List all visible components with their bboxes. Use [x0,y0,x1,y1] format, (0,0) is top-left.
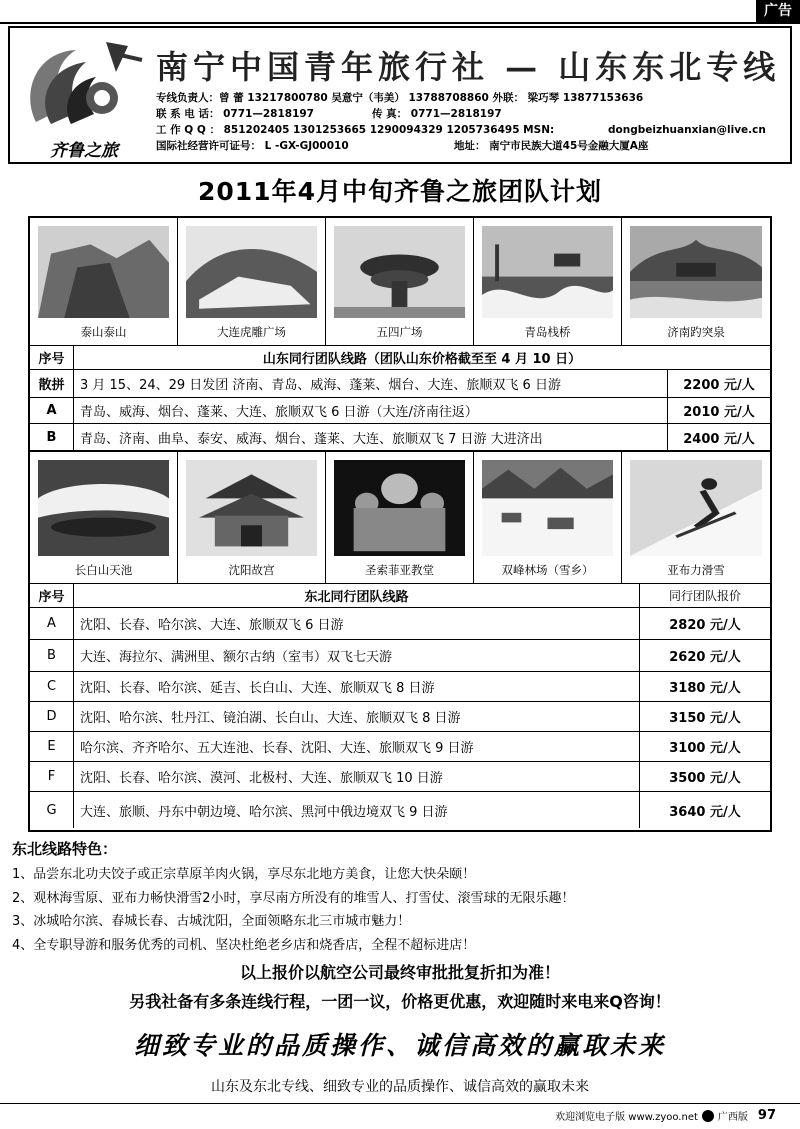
contact-msn: dongbeizhuanxian@live.cn [608,124,766,136]
route-price: 3640 元/人 [669,804,741,820]
contact-phone: 联 系 电 话： 0771—2818197 [156,108,314,120]
contact-address: 地址： 南宁市民族大道45号金融大厦A座 [454,140,649,152]
photo-sophia-church [326,452,474,584]
route-code: B [30,640,74,671]
photo-caption: 五四广场 [376,325,423,339]
photo-shenyang-palace [178,452,326,584]
route-code: G [30,792,74,828]
photo-wusi-square [326,218,474,346]
route-code: A [30,398,74,423]
photo-caption: 青岛栈桥 [524,325,571,339]
route-description: 沈阳、长春、哈尔滨、漠河、北极村、大连、旅顺双飞 10 日游 [74,762,640,791]
agency-header [8,26,792,164]
table-row [30,640,770,672]
agency-title: 南宁中国青年旅行社 — 山东东北专线 [156,48,781,86]
route-price: 2200 元/人 [683,378,755,393]
photo-caption: 济南趵突泉 [667,325,725,339]
route-price: 3180 元/人 [669,681,741,696]
route-code: C [30,672,74,701]
photo-caption: 大连虎雕广场 [217,325,286,339]
route-price: 3150 元/人 [669,711,741,726]
license-number: 国际社经营许可证号： L -GX-GJ00010 [156,140,349,152]
contact-persons: 专线负责人：曾 蕾 13217800780 吴意宁（韦美） 13788708860 外联： 梁巧琴 13877153636 [156,92,644,104]
logo-swirl-icon [16,32,146,132]
route-price: 3100 元/人 [669,741,741,756]
route-code: F [30,762,74,791]
route-price: 2010 元/人 [683,405,755,420]
contact-qq: 工 作 Q Q ： 851202405 1301253665 1290094329 1205736495 MSN: [156,124,555,136]
route-description: 大连、海拉尔、满洲里、额尔古纳（室韦）双飞七天游 [74,640,640,671]
photo-tianchi [30,452,178,584]
table-row [30,398,770,424]
dongbei-section [28,452,772,832]
route-code: 散拼 [30,370,74,397]
photo-dalian-tiger [178,218,326,346]
route-code: B [30,424,74,450]
shandong-section [28,216,772,452]
table-row [30,672,770,702]
agency-logo [16,32,146,160]
sub-slogan: 山东及东北专线、细致专业的品质操作、诚信高效的赢取未来 [211,1079,589,1095]
photo-taishan [30,218,178,346]
page-title: 2011年4月中旬齐鲁之旅团队计划 [198,177,602,206]
header-code: 序号 [30,346,74,369]
route-price: 2400 元/人 [683,431,755,447]
route-price: 3500 元/人 [669,771,741,786]
feature-item: 3、冰城哈尔滨、春城长春、古城沈阳，全面领略东北三市城市魅力！ [12,914,411,929]
photo-caption: 圣索菲亚教堂 [365,563,434,577]
table-row [30,608,770,640]
route-description: 3 月 15、24、29 日发团 济南、青岛、威海、蓬莱、烟台、大连、旅顺双飞 6 日游 [74,370,668,397]
photo-snow-town [474,452,622,584]
shandong-photo-row [30,218,770,346]
ad-tag: 广告 [756,0,800,22]
route-code: D [30,702,74,731]
price-note: 以上报价以航空公司最终审批批复折扣为准！ [239,963,560,982]
dongbei-photo-row [30,452,770,584]
route-description: 沈阳、哈尔滨、牡丹江、镜泊湖、长白山、大连、旅顺双飞 8 日游 [74,702,640,731]
table-row [30,792,770,828]
shandong-header-row [30,346,770,370]
photo-baotu-spring [622,218,770,346]
footer-text: 欢迎浏览电子版 www.zyoo.net [555,1112,698,1123]
photo-qingdao-pier [474,218,622,346]
route-description: 沈阳、长春、哈尔滨、延吉、长白山、大连、旅顺双飞 8 日游 [74,672,640,701]
table-row [30,732,770,762]
route-description: 青岛、威海、烟台、蓬莱、大连、旅顺双飞 6 日游（大连/济南往返） [74,398,668,423]
photo-caption: 双峰林场（雪乡） [501,563,594,577]
footer-edition: 广西版 [717,1112,748,1123]
route-price: 2820 元/人 [669,618,741,633]
footer-divider [0,1103,800,1104]
feature-item: 4、全专职导游和服务优秀的司机、坚决杜绝老乡店和烧香店，全程不超标进店！ [12,937,476,953]
top-divider [0,22,800,24]
edition-icon [702,1110,714,1122]
header-title: 东北同行团队线路 [74,584,640,607]
photo-caption: 沈阳故宫 [228,563,275,577]
table-row [30,424,770,450]
header-price: 同行团队报价 [668,589,741,603]
route-description: 沈阳、长春、哈尔滨、大连、旅顺双飞 6 日游 [74,608,640,639]
route-code: E [30,732,74,761]
route-price: 2620 元/人 [669,650,741,665]
inquiry-note: 另我社备有多条连线行程，一团一议，价格更优惠，欢迎随时来电来Q咨询！ [129,992,671,1011]
contact-fax: 传 真： 0771—2818197 [372,108,502,120]
table-row [30,702,770,732]
table-row [30,762,770,792]
photo-yabuli-ski [622,452,770,584]
features-block [12,838,792,957]
header-code: 序号 [30,584,74,607]
header-title: 山东同行团队线路（团队山东价格截至至 4 月 10 日） [262,352,582,367]
slogan: 细致专业的品质操作、诚信高效的赢取未来 [133,1031,666,1060]
route-description: 青岛、济南、曲阜、泰安、威海、烟台、蓬莱、大连、旅顺双飞 7 日游 大进济出 [74,424,668,450]
features-title: 东北线路特色： [12,840,118,858]
route-code: A [30,608,74,639]
dongbei-header-row [30,584,770,608]
photo-caption: 泰山泰山 [80,325,127,339]
route-description: 哈尔滨、齐齐哈尔、五大连池、长春、沈阳、大连、旅顺双飞 9 日游 [74,732,640,761]
page-footer [555,1108,776,1123]
route-description: 大连、旅顺、丹东中朝边境、哈尔滨、黑河中俄边境双飞 9 日游 [74,792,640,828]
photo-caption: 亚布力滑雪 [667,563,725,577]
logo-text: 齐鲁之旅 [50,141,118,161]
feature-item: 2、观林海雪原、亚布力畅快滑雪2小时，享尽南方所没有的堆雪人、打雪仗、滚雪球的无限乐趣！ [12,890,575,906]
page-number: 97 [757,1108,776,1123]
table-row [30,370,770,398]
feature-item: 1、品尝东北功夫饺子或正宗草原羊肉火锅，享尽东北地方美食，让您大快朵颐！ [12,867,476,882]
photo-caption: 长白山天池 [74,563,133,577]
